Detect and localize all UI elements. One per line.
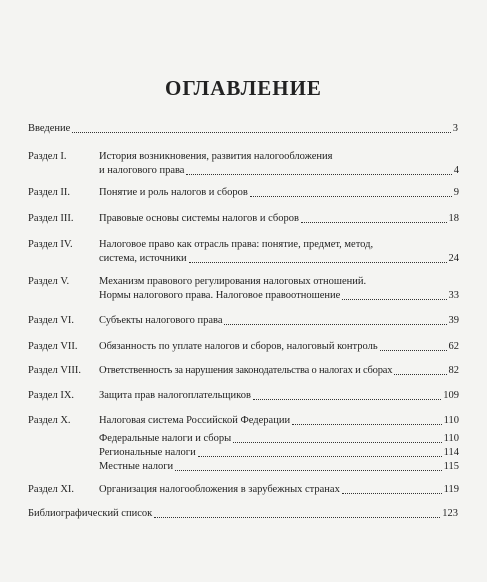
page-number: 115 — [443, 461, 459, 472]
page-number: 110 — [443, 415, 459, 426]
dot-leader — [233, 442, 441, 443]
page-number: 82 — [448, 365, 459, 376]
dot-leader — [250, 196, 452, 197]
subsection-title: Федеральные налоги и сборы — [99, 433, 232, 444]
section-title-line: Правовые основы системы налогов и сборов — [99, 213, 299, 224]
page-number: 110 — [443, 433, 459, 444]
page-number: 33 — [448, 290, 459, 301]
dot-leader — [301, 222, 447, 223]
section-title-line: Нормы налогового права. Налоговое правоотношение — [99, 290, 341, 301]
section-title-line: и налогового права — [99, 165, 185, 176]
section-title-line: Субъекты налогового права — [99, 315, 223, 326]
page-number: 24 — [448, 253, 459, 264]
toc-entry-section-7[interactable] — [99, 340, 459, 354]
dot-leader — [189, 262, 447, 263]
dot-leader — [380, 350, 447, 351]
toc-entry-section-1[interactable] — [99, 164, 459, 178]
section-title-line: система, источники — [99, 253, 187, 264]
dot-leader — [253, 399, 441, 400]
dot-leader — [292, 424, 442, 425]
entry-title: Библиографический список — [28, 508, 153, 519]
section-title-line[interactable]: История возникновения, развития налогообложения — [99, 151, 333, 162]
toc-entry-section-3[interactable] — [99, 212, 459, 226]
dot-leader — [224, 324, 446, 325]
dot-leader — [394, 374, 446, 375]
dot-leader — [342, 493, 442, 494]
toc-entry-section-4[interactable] — [99, 252, 459, 266]
section-title-line: Ответственность за нарушения законодательства о налогах и сборах — [99, 365, 393, 376]
dot-leader — [198, 456, 442, 457]
toc-subentry-regional-taxes[interactable] — [99, 446, 459, 460]
section-label: Раздел XI. — [28, 484, 75, 495]
toc-entry-section-6[interactable] — [99, 314, 459, 328]
section-label: Раздел VII. — [28, 341, 78, 352]
page-number: 9 — [453, 187, 459, 198]
section-label: Раздел II. — [28, 187, 70, 198]
section-label: Раздел VI. — [28, 315, 75, 326]
page-number: 4 — [453, 165, 459, 176]
section-title-line: Обязанность по уплате налогов и сборов, налоговый контроль — [99, 341, 378, 352]
toc-entry-section-8[interactable] — [99, 364, 459, 378]
section-label: Раздел VIII. — [28, 365, 82, 376]
section-title-line: Защита прав налогоплательщиков — [99, 390, 251, 401]
page-title: ОГЛАВЛЕНИЕ — [165, 76, 322, 100]
subsection-title: Местные налоги — [99, 461, 174, 472]
page-number: 114 — [443, 447, 459, 458]
toc-entry-bibliography[interactable] — [28, 507, 458, 521]
entry-title: Введение — [28, 123, 71, 134]
section-label: Раздел V. — [28, 276, 70, 287]
page-number: 123 — [442, 508, 458, 519]
toc-entry-introduction[interactable] — [28, 122, 458, 136]
toc-subentry-federal-taxes[interactable] — [99, 432, 459, 446]
section-label: Раздел IX. — [28, 390, 75, 401]
toc-entry-section-5[interactable] — [99, 289, 459, 303]
section-label: Раздел I. — [28, 151, 67, 162]
toc-entry-section-10[interactable] — [99, 414, 459, 428]
section-title-line[interactable]: Механизм правового регулирования налоговых отношений. — [99, 276, 367, 287]
section-label: Раздел IV. — [28, 239, 73, 250]
page-number: 62 — [448, 341, 459, 352]
dot-leader — [342, 299, 446, 300]
page-number: 39 — [448, 315, 459, 326]
dot-leader — [154, 517, 440, 518]
page-number: 18 — [448, 213, 459, 224]
page-number: 109 — [443, 390, 459, 401]
toc-entry-section-2[interactable] — [99, 186, 459, 200]
section-title-line: Понятие и роль налогов и сборов — [99, 187, 248, 198]
toc-subentry-local-taxes[interactable] — [99, 460, 459, 474]
toc-entry-section-11[interactable] — [99, 483, 459, 497]
dot-leader — [175, 470, 442, 471]
dot-leader — [186, 174, 451, 175]
section-title-line: Организация налогообложения в зарубежных странах — [99, 484, 340, 495]
section-label: Раздел X. — [28, 415, 71, 426]
page-number: 3 — [452, 123, 458, 134]
section-title-line: Налоговая система Российской Федерации — [99, 415, 291, 426]
dot-leader — [72, 132, 450, 133]
subsection-title: Региональные налоги — [99, 447, 196, 458]
toc-entry-section-9[interactable] — [99, 389, 459, 403]
section-title-line[interactable]: Налоговое право как отрасль права: понятие, предмет, метод, — [99, 239, 374, 250]
section-label: Раздел III. — [28, 213, 74, 224]
page-number: 119 — [443, 484, 459, 495]
